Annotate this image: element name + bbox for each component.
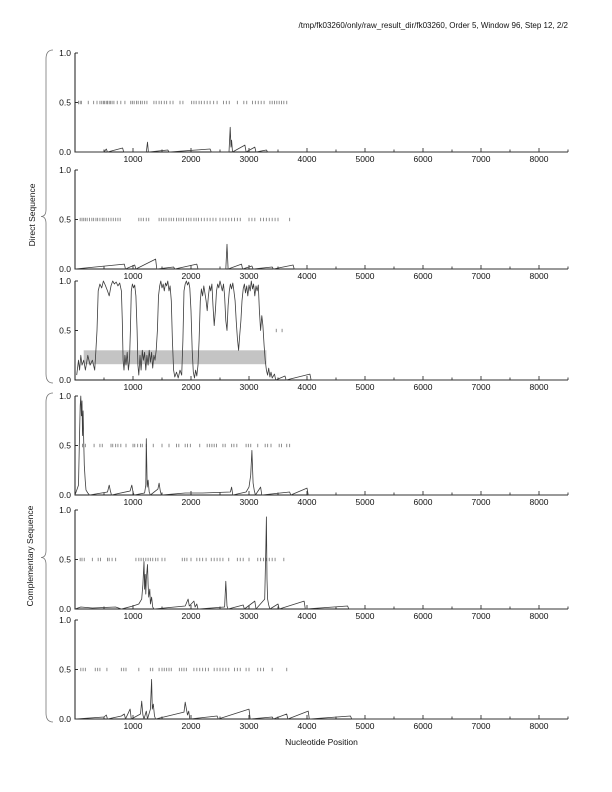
y-tick-label: 0.0: [59, 604, 71, 614]
x-tick-label: 3000: [239, 721, 259, 731]
y-tick-label: 0.0: [59, 714, 71, 724]
group-brace: [41, 50, 53, 383]
x-tick-label: 1000: [123, 497, 143, 507]
y-tick-label: 0.5: [59, 97, 71, 108]
x-tick-label: 8000: [529, 382, 549, 392]
y-tick-label: 0.0: [59, 490, 71, 500]
x-tick-label: 2000: [181, 154, 201, 164]
signal-marks: [81, 668, 287, 671]
x-tick-label: 1000: [123, 721, 143, 731]
probability-curve: [75, 244, 568, 269]
x-tick-label: 5000: [355, 382, 375, 392]
x-tick-label: 1000: [123, 382, 143, 392]
x-tick-label: 5000: [355, 497, 375, 507]
group-label-complementary-sequence: Complementary Sequence: [25, 505, 35, 607]
x-tick-label: 5000: [355, 271, 375, 281]
x-tick-label: 4000: [297, 154, 317, 164]
x-tick-label: 7000: [471, 382, 491, 392]
group-label-direct-sequence: Direct Sequence: [27, 183, 37, 247]
x-tick-label: 7000: [471, 154, 491, 164]
x-tick-label: 5000: [355, 611, 375, 621]
x-ticks: [104, 376, 568, 392]
y-tick-label: 0.5: [59, 554, 71, 565]
axes: [75, 53, 568, 152]
y-tick-label: 0.0: [59, 375, 71, 385]
probability-curve: [77, 281, 568, 380]
x-tick-label: 8000: [529, 154, 549, 164]
x-tick-label: 7000: [471, 497, 491, 507]
x-tick-label: 2000: [181, 382, 201, 392]
page-title: /tmp/fk03260/only/raw_result_dir/fk03260, Order 5, Window 96, Step 12, 2/2: [298, 21, 568, 30]
signal-marks: [79, 101, 287, 104]
x-axis-label: Nucleotide Position: [285, 737, 358, 747]
x-tick-label: 6000: [413, 382, 433, 392]
x-tick-label: 2000: [181, 271, 201, 281]
signal-marks: [80, 558, 284, 561]
x-tick-label: 4000: [297, 497, 317, 507]
axes: [75, 620, 568, 719]
x-tick-label: 4000: [297, 611, 317, 621]
x-tick-label: 8000: [529, 721, 549, 731]
signal-marks: [276, 329, 282, 332]
x-tick-label: 3000: [239, 611, 259, 621]
y-tick-label: 0.5: [59, 325, 71, 336]
x-tick-label: 1000: [123, 611, 143, 621]
x-tick-label: 8000: [529, 611, 549, 621]
x-tick-label: 3000: [239, 382, 259, 392]
x-tick-label: 2000: [181, 497, 201, 507]
x-tick-label: 5000: [355, 721, 375, 731]
x-tick-label: 7000: [471, 271, 491, 281]
x-tick-label: 1000: [123, 271, 143, 281]
x-tick-label: 6000: [413, 271, 433, 281]
y-tick-label: 1.0: [59, 48, 71, 58]
panel-complementary-3: [59, 615, 568, 731]
x-tick-label: 4000: [297, 721, 317, 731]
y-tick-label: 1.0: [59, 505, 71, 515]
y-tick-label: 0.0: [59, 147, 71, 157]
y-tick-label: 0.5: [59, 440, 71, 451]
x-tick-label: 6000: [413, 154, 433, 164]
axes: [75, 281, 568, 380]
x-tick-label: 4000: [297, 382, 317, 392]
y-tick-label: 0.0: [59, 264, 71, 274]
y-tick-label: 1.0: [59, 391, 71, 401]
signal-marks: [80, 218, 289, 221]
y-tick-label: 0.5: [59, 214, 71, 225]
y-tick-label: 0.5: [59, 664, 71, 675]
y-tick-label: 1.0: [59, 165, 71, 175]
x-tick-label: 4000: [297, 271, 317, 281]
x-tick-label: 6000: [413, 611, 433, 621]
y-tick-label: 1.0: [59, 276, 71, 286]
x-tick-label: 3000: [239, 154, 259, 164]
probability-curve: [75, 517, 568, 609]
x-ticks: [104, 491, 568, 507]
x-tick-label: 2000: [181, 611, 201, 621]
x-tick-label: 8000: [529, 497, 549, 507]
x-tick-label: 7000: [471, 611, 491, 621]
probability-curve: [75, 679, 568, 719]
x-tick-label: 8000: [529, 271, 549, 281]
x-ticks: [104, 148, 568, 164]
threshold-band: [84, 350, 267, 364]
group-brace: [41, 393, 53, 722]
panel-direct-2: [59, 165, 568, 281]
x-tick-label: 5000: [355, 154, 375, 164]
x-tick-label: 2000: [181, 721, 201, 731]
probability-curve: [75, 396, 568, 495]
panel-complementary-2: [59, 505, 568, 621]
y-tick-label: 1.0: [59, 615, 71, 625]
probability-curve: [75, 127, 568, 152]
x-tick-label: 3000: [239, 271, 259, 281]
x-tick-label: 7000: [471, 721, 491, 731]
x-tick-label: 6000: [413, 721, 433, 731]
x-tick-label: 6000: [413, 497, 433, 507]
panel-complementary-1: [59, 391, 568, 507]
x-tick-label: 3000: [239, 497, 259, 507]
panel-direct-1: [59, 48, 568, 164]
panel-direct-3: [59, 276, 568, 392]
signal-marks: [83, 444, 290, 447]
x-tick-label: 1000: [123, 154, 143, 164]
axes: [75, 396, 568, 495]
